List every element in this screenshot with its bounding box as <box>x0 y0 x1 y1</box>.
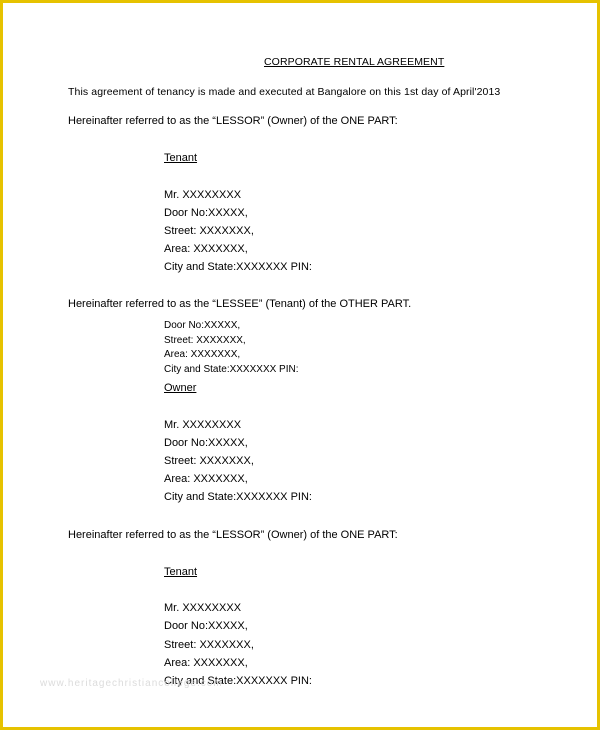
address-line-small: Area: XXXXXXX, <box>164 349 241 360</box>
address-line: City and State:XXXXXXX PIN: <box>164 675 312 687</box>
address-line: Mr. XXXXXXXX <box>164 419 242 431</box>
address-line: Door No:XXXXX, <box>164 437 248 449</box>
lessor-paragraph: Hereinafter referred to as the “LESSOR” (Owner) of the ONE PART: <box>68 529 398 541</box>
address-line: Street: XXXXXXX, <box>164 455 254 467</box>
address-line-small: Door No:XXXXX, <box>164 320 241 331</box>
address-line: Door No:XXXXX, <box>164 207 248 219</box>
address-line: Area: XXXXXXX, <box>164 657 248 669</box>
address-line: Door No:XXXXX, <box>164 620 248 632</box>
intro-paragraph: This agreement of tenancy is made and executed at Bangalore on this 1st day of April'2013 <box>68 86 501 98</box>
owner-heading: Owner <box>164 382 197 394</box>
address-line: Mr. XXXXXXXX <box>164 189 242 201</box>
address-line: City and State:XXXXXXX PIN: <box>164 261 312 273</box>
address-line: City and State:XXXXXXX PIN: <box>164 491 312 503</box>
lessee-paragraph: Hereinafter referred to as the “LESSEE” (Tenant) of the OTHER PART. <box>68 298 412 310</box>
watermark-text: www.heritagechristiancollege.com <box>40 678 223 689</box>
address-line: Area: XXXXXXX, <box>164 243 248 255</box>
address-line-small: Street: XXXXXXX, <box>164 335 246 346</box>
lessor-paragraph: Hereinafter referred to as the “LESSOR” (Owner) of the ONE PART: <box>68 115 398 127</box>
address-line-small: City and State:XXXXXXX PIN: <box>164 364 299 375</box>
address-line: Area: XXXXXXX, <box>164 473 248 485</box>
tenant-heading: Tenant <box>164 152 198 164</box>
address-line: Street: XXXXXXX, <box>164 225 254 237</box>
address-line: Street: XXXXXXX, <box>164 639 254 651</box>
address-line: Mr. XXXXXXXX <box>164 602 242 614</box>
document-title: CORPORATE RENTAL AGREEMENT <box>264 56 445 68</box>
tenant-heading: Tenant <box>164 566 198 578</box>
